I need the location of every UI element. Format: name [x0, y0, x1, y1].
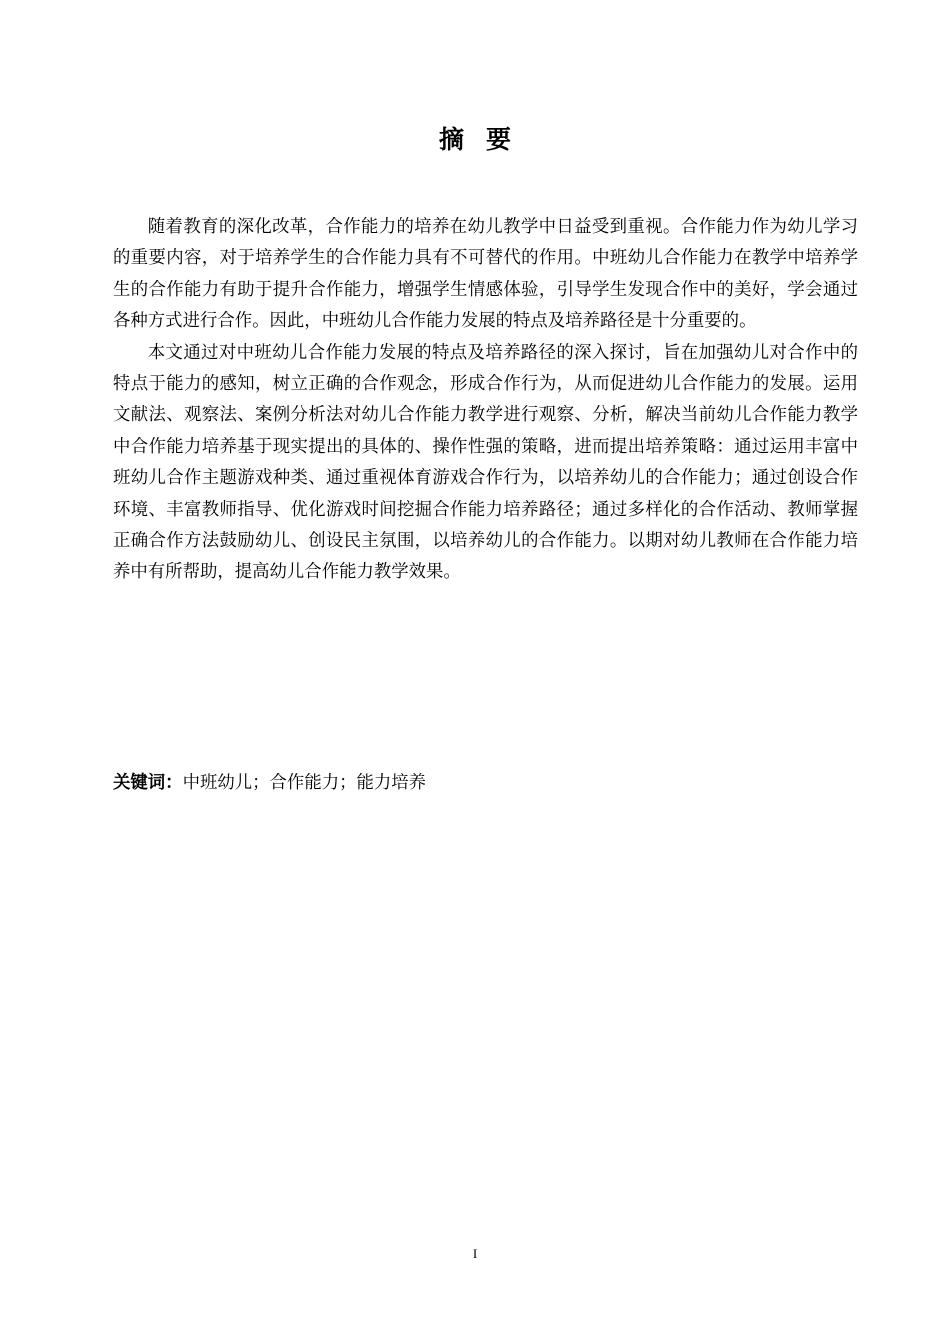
page-title: 摘要	[438, 125, 533, 154]
page-number: I	[472, 1246, 478, 1261]
keywords-text: 中班幼儿；合作能力；能力培养	[182, 773, 427, 793]
abstract-body	[113, 212, 858, 589]
abstract-paragraph-2: 本文通过对中班幼儿合作能力发展的特点及培养路径的深入探讨，旨在加强幼儿对合作中的特点于能力的感知，树立正确的合作观念，形成合作行为，从而促进幼儿合作能力的发展。运用文献法、观察法、案例分析法对幼儿合作能力教学进行观察、分析，解决当前幼儿合作能力教学中合作能力培养基于现实提出的具体的、操作性强的策略，进而提出培养策略：通过运用丰富中班幼儿合作主题游戏种类、通过重视体育游戏合作行为，以培养幼儿的合作能力；通过创设合作环境、丰富教师指导、优化游戏时间挖掘合作能力培养路径；通过多样化的合作活动、教师掌握正确合作方法鼓励幼儿、创设民主氛围，以培养幼儿的合作能力。以期对幼儿教师在合作能力培养中有所帮助，提高幼儿合作能力教学效果。	[113, 342, 858, 583]
abstract-paragraph-1: 随着教育的深化改革，合作能力的培养在幼儿教学中日益受到重视。合作能力作为幼儿学习的重要内容，对于培养学生的合作能力具有不可替代的作用。中班幼儿合作能力在教学中培养学生的合作能力有助于提升合作能力，增强学生情感体验，引导学生发现合作中的美好，学会通过各种方式进行合作。因此，中班幼儿合作能力发展的特点及培养路径是十分重要的。	[113, 217, 858, 332]
keywords-line	[113, 768, 858, 798]
keywords-label: 关键词：	[113, 773, 183, 793]
